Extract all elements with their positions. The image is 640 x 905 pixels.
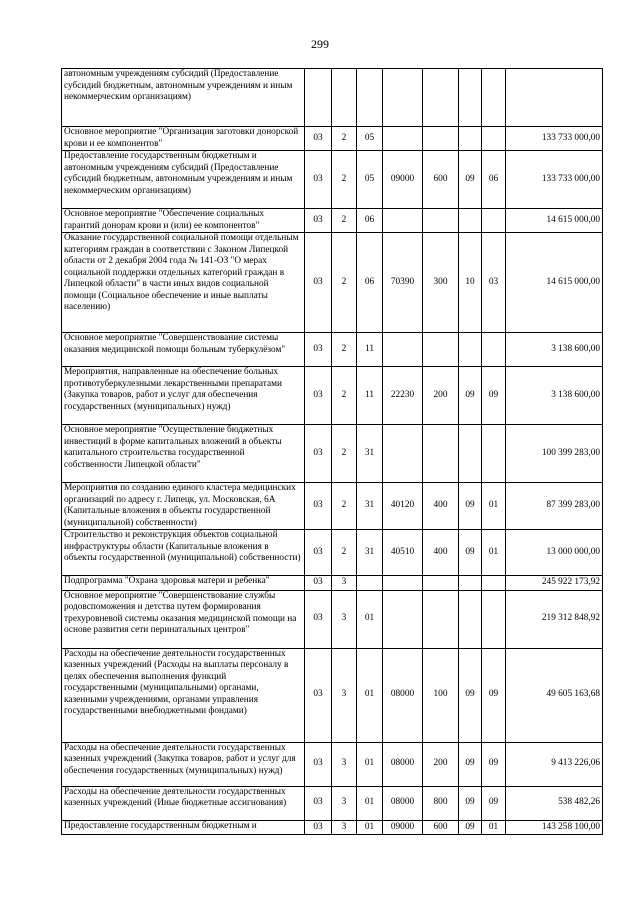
row-name: Основное мероприятие "Осуществление бюджетных инвестиций в форме капитальных вложений в объекты капитального строительства государственной собственности Липецкой области": [62, 425, 305, 483]
row-gp-code: 03: [305, 590, 332, 648]
row-gp-code: 03: [305, 483, 332, 530]
row-dir-code: 70390: [383, 233, 423, 333]
budget-table: [61, 68, 603, 835]
row-gp-code: 03: [305, 333, 332, 367]
row-pr-code: 01: [482, 483, 506, 530]
row-dir-code: 22230: [383, 367, 423, 425]
row-pp-code: 2: [332, 333, 357, 367]
row-om-code: 11: [357, 367, 383, 425]
row-pr-code: 03: [482, 233, 506, 333]
row-amount: 9 413 226,06: [506, 742, 603, 786]
row-rz-code: 09: [459, 483, 482, 530]
row-rz-code: 09: [459, 530, 482, 576]
row-dir-code: [383, 127, 423, 151]
table-row: [62, 530, 603, 576]
row-vr-code: 200: [423, 742, 459, 786]
row-om-code: 31: [357, 483, 383, 530]
table-row: [62, 333, 603, 367]
row-pp-code: 2: [332, 233, 357, 333]
row-vr-code: [423, 333, 459, 367]
row-vr-code: [423, 590, 459, 648]
row-gp-code: 03: [305, 648, 332, 742]
row-pr-code: [482, 69, 506, 127]
row-pp-code: 3: [332, 820, 357, 835]
row-dir-code: [383, 425, 423, 483]
row-name: Расходы на обеспечение деятельности государственных казенных учреждений (Иные бюджетные ассигнования): [62, 786, 305, 820]
row-dir-code: 08000: [383, 648, 423, 742]
row-pr-code: [482, 209, 506, 233]
row-name: Подпрограмма "Охрана здоровья матери и ребенка": [62, 576, 305, 591]
budget-table-body: [62, 69, 603, 835]
row-gp-code: [305, 69, 332, 127]
table-row: [62, 742, 603, 786]
row-amount: 87 399 283,00: [506, 483, 603, 530]
row-pp-code: 3: [332, 576, 357, 591]
row-name: Оказание государственной социальной помощи отдельным категориям граждан в соответствии с Законом Липецкой области от 2 декабря 2004 года № 141-ОЗ "О мерах социальной поддержки отдельных категорий граждан в Липецкой области" в части иных видов социальной помощи (Социальное обеспечение и иные выплаты населению): [62, 233, 305, 333]
row-gp-code: 03: [305, 151, 332, 209]
row-dir-code: [383, 576, 423, 591]
table-row: [62, 151, 603, 209]
row-rz-code: [459, 425, 482, 483]
row-vr-code: [423, 576, 459, 591]
row-name: автономным учреждениям субсидий (Предоставление субсидий бюджетным, автономным учреждениям и иным некоммерческим организациям): [62, 69, 305, 127]
row-vr-code: 400: [423, 483, 459, 530]
row-om-code: [357, 69, 383, 127]
table-row: [62, 576, 603, 591]
row-vr-code: [423, 69, 459, 127]
row-pr-code: 09: [482, 648, 506, 742]
row-om-code: 06: [357, 209, 383, 233]
row-pp-code: 2: [332, 425, 357, 483]
row-rz-code: [459, 69, 482, 127]
table-row: [62, 820, 603, 835]
row-pp-code: 3: [332, 742, 357, 786]
row-vr-code: 600: [423, 820, 459, 835]
table-row: [62, 648, 603, 742]
row-rz-code: 09: [459, 742, 482, 786]
row-pr-code: [482, 576, 506, 591]
row-amount: 49 605 163,68: [506, 648, 603, 742]
table-row: [62, 233, 603, 333]
row-om-code: 01: [357, 590, 383, 648]
row-amount: 3 138 600,00: [506, 367, 603, 425]
row-pp-code: 2: [332, 530, 357, 576]
row-pr-code: [482, 425, 506, 483]
row-dir-code: [383, 209, 423, 233]
row-rz-code: [459, 576, 482, 591]
row-om-code: 05: [357, 151, 383, 209]
row-pr-code: [482, 590, 506, 648]
row-amount: 133 733 000,00: [506, 151, 603, 209]
row-dir-code: [383, 69, 423, 127]
row-amount: 13 000 000,00: [506, 530, 603, 576]
row-amount: 14 615 000,00: [506, 233, 603, 333]
row-name: Основное мероприятие "Обеспечение социальных гарантий донорам крови и (или) ее компонентов": [62, 209, 305, 233]
row-gp-code: 03: [305, 233, 332, 333]
table-row: [62, 425, 603, 483]
row-amount: 3 138 600,00: [506, 333, 603, 367]
row-amount: 219 312 848,92: [506, 590, 603, 648]
row-name: Основное мероприятие "Совершенствование системы оказания медицинской помощи больным туберкулёзом": [62, 333, 305, 367]
table-row: [62, 367, 603, 425]
row-rz-code: 09: [459, 367, 482, 425]
row-name: Предоставление государственным бюджетным и автономным учреждениям субсидий (Предоставление субсидий бюджетным, автономным учреждениям и иным некоммерческим организациям): [62, 151, 305, 209]
row-dir-code: 40510: [383, 530, 423, 576]
row-name: Основное мероприятие "Совершенствование службы родовспоможения и детства путем формирования трехуровневой системы оказания медицинской помощи на основе развития сети перинатальных центров": [62, 590, 305, 648]
row-pr-code: 09: [482, 367, 506, 425]
row-pr-code: 06: [482, 151, 506, 209]
row-vr-code: [423, 209, 459, 233]
row-pp-code: 3: [332, 648, 357, 742]
row-gp-code: 03: [305, 127, 332, 151]
row-dir-code: 08000: [383, 742, 423, 786]
row-gp-code: 03: [305, 786, 332, 820]
row-name: Расходы на обеспечение деятельности государственных казенных учреждений (Расходы на выплаты персоналу в целях обеспечения выполнения функций государственными (муниципальными) органами, казенными учреждениями, органами управления государственными внебюджетными фондами): [62, 648, 305, 742]
row-vr-code: 600: [423, 151, 459, 209]
table-row: [62, 69, 603, 127]
row-pp-code: 2: [332, 367, 357, 425]
row-pr-code: 01: [482, 530, 506, 576]
row-name: Предоставление государственным бюджетным и: [62, 820, 305, 835]
row-om-code: 31: [357, 530, 383, 576]
row-pp-code: 2: [332, 127, 357, 151]
row-rz-code: 09: [459, 648, 482, 742]
row-amount: 14 615 000,00: [506, 209, 603, 233]
row-om-code: 01: [357, 742, 383, 786]
row-dir-code: 09000: [383, 151, 423, 209]
row-pp-code: 3: [332, 786, 357, 820]
row-pr-code: 01: [482, 820, 506, 835]
row-om-code: [357, 576, 383, 591]
row-rz-code: [459, 590, 482, 648]
row-gp-code: 03: [305, 209, 332, 233]
row-vr-code: 400: [423, 530, 459, 576]
row-vr-code: 100: [423, 648, 459, 742]
row-name: Основное мероприятие "Организация заготовки донорской крови и ее компонентов": [62, 127, 305, 151]
row-rz-code: [459, 127, 482, 151]
row-om-code: 05: [357, 127, 383, 151]
row-pp-code: 3: [332, 590, 357, 648]
row-om-code: 01: [357, 648, 383, 742]
row-gp-code: 03: [305, 530, 332, 576]
row-amount: 538 482,26: [506, 786, 603, 820]
row-pp-code: [332, 69, 357, 127]
row-om-code: 06: [357, 233, 383, 333]
row-vr-code: 300: [423, 233, 459, 333]
row-name: Строительство и реконструкция объектов социальной инфраструктуры области (Капитальные вложения в объекты государственной (муниципальной) собственности): [62, 530, 305, 576]
row-pr-code: 09: [482, 742, 506, 786]
row-name: Мероприятия по созданию единого кластера медицинских организаций по адресу г. Липецк, ул. Московская, 6А (Капитальные вложения в объекты государственной (муниципальной) собственности): [62, 483, 305, 530]
table-row: [62, 786, 603, 820]
row-dir-code: 09000: [383, 820, 423, 835]
row-vr-code: 800: [423, 786, 459, 820]
row-gp-code: 03: [305, 425, 332, 483]
row-gp-code: 03: [305, 367, 332, 425]
row-om-code: 11: [357, 333, 383, 367]
row-gp-code: 03: [305, 742, 332, 786]
row-name: Мероприятия, направленные на обеспечение больных противотуберкулезными лекарственными препаратами (Закупка товаров, работ и услуг для обеспечения государственных (муниципальных) нужд): [62, 367, 305, 425]
row-vr-code: [423, 127, 459, 151]
row-rz-code: [459, 333, 482, 367]
row-om-code: 01: [357, 820, 383, 835]
row-amount: 143 258 100,00: [506, 820, 603, 835]
row-pr-code: [482, 333, 506, 367]
row-amount: 133 733 000,00: [506, 127, 603, 151]
row-rz-code: 09: [459, 151, 482, 209]
row-vr-code: 200: [423, 367, 459, 425]
row-gp-code: 03: [305, 820, 332, 835]
table-row: [62, 590, 603, 648]
row-rz-code: [459, 209, 482, 233]
row-dir-code: [383, 590, 423, 648]
row-dir-code: 40120: [383, 483, 423, 530]
row-om-code: 31: [357, 425, 383, 483]
row-amount: 245 922 173,92: [506, 576, 603, 591]
row-dir-code: 08000: [383, 786, 423, 820]
table-row: [62, 209, 603, 233]
table-row: [62, 483, 603, 530]
row-amount: [506, 69, 603, 127]
row-pp-code: 2: [332, 483, 357, 530]
row-amount: 100 399 283,00: [506, 425, 603, 483]
row-pp-code: 2: [332, 209, 357, 233]
row-pr-code: [482, 127, 506, 151]
row-rz-code: 09: [459, 786, 482, 820]
row-name: Расходы на обеспечение деятельности государственных казенных учреждений (Закупка товаров, работ и услуг для обеспечения государственных (муниципальных) нужд): [62, 742, 305, 786]
row-gp-code: 03: [305, 576, 332, 591]
table-row: [62, 127, 603, 151]
row-rz-code: 10: [459, 233, 482, 333]
row-om-code: 01: [357, 786, 383, 820]
page-number: 299: [311, 37, 329, 51]
row-pp-code: 2: [332, 151, 357, 209]
row-pr-code: 09: [482, 786, 506, 820]
row-vr-code: [423, 425, 459, 483]
row-dir-code: [383, 333, 423, 367]
row-rz-code: 09: [459, 820, 482, 835]
